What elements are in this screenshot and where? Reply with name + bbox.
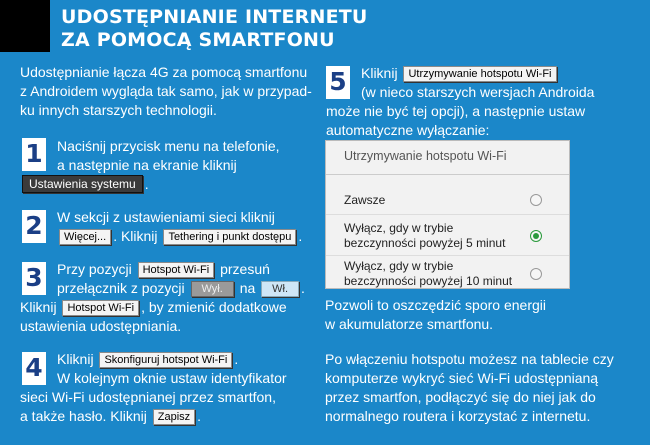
step-line: [20, 407, 276, 426]
step-4-number: 4: [22, 352, 46, 385]
step-line: automatyczne wyłączanie:: [326, 122, 490, 138]
step-4-text-bottom: [20, 388, 276, 426]
intro-line: Udostępnianie łącza 4G za pomocą smartfonu: [20, 64, 308, 80]
step-1-chip-line: [20, 175, 149, 194]
step-text: na: [239, 280, 256, 296]
intro-line: ku innych starszych technologii.: [20, 102, 217, 118]
article-title: [61, 6, 368, 52]
step-line: ustawienia udostępniania.: [20, 318, 182, 334]
after-phone-text: [325, 296, 546, 334]
more-chip: Więcej...: [59, 229, 111, 245]
step-3-text-bottom: [20, 298, 287, 336]
phone-dialog-title: Utrzymywanie hotspotu Wi-Fi: [344, 149, 507, 163]
divider: [326, 255, 569, 256]
intro-line: z Androidem wygląda tak samo, jak w przypad-: [20, 83, 312, 99]
option-label: Wyłącz, gdy w trybie: [344, 221, 454, 235]
text-line: przez smartfon, podłączyć się do niej jak do: [325, 389, 596, 405]
step-line: [57, 350, 287, 369]
step-1-text: [57, 137, 280, 175]
off-chip: Wył.: [191, 281, 234, 297]
option-always[interactable]: Zawsze: [344, 193, 386, 207]
final-text: [325, 350, 614, 426]
step-text: Kliknij: [20, 299, 57, 315]
step-4-text-top: [57, 350, 287, 388]
radio-10-min[interactable]: [530, 268, 542, 280]
punct: .: [197, 408, 202, 424]
save-chip: Zapisz: [153, 409, 195, 425]
radio-always[interactable]: [530, 194, 542, 206]
step-line: W kolejnym oknie ustaw identyfikator: [57, 370, 287, 386]
title-line-2: ZA POMOCĄ SMARTFONU: [61, 29, 335, 51]
step-line: [20, 298, 287, 317]
step-text: . Kliknij: [113, 228, 158, 244]
step-line: [57, 260, 305, 279]
text-line: komputerze wykryć sieć Wi-Fi udostępnianą: [325, 370, 599, 386]
divider: [326, 174, 569, 175]
text-line: w akumulatorze smartfonu.: [325, 316, 494, 332]
punct: .: [301, 280, 305, 296]
step-line: W sekcji z ustawieniami sieci kliknij: [57, 209, 275, 225]
corner-block: [0, 0, 50, 52]
punct: .: [298, 228, 303, 244]
step-line: sieci Wi-Fi udostępnianej przez smartfon,: [20, 389, 276, 405]
phone-screenshot: [325, 140, 570, 289]
step-3-number: 3: [22, 262, 46, 295]
step-text: Kliknij: [361, 65, 398, 81]
option-label: bezczynności powyżej 5 minut: [344, 236, 506, 250]
configure-hotspot-chip: Skonfiguruj hotspot Wi-Fi: [99, 352, 232, 368]
keep-hotspot-chip: Utrzymywanie hotspotu Wi-Fi: [403, 66, 556, 82]
radio-5-min[interactable]: [530, 230, 542, 242]
divider: [326, 214, 569, 215]
step-text: Przy pozycji: [57, 261, 132, 277]
on-chip: Wł.: [261, 281, 299, 297]
option-label: Wyłącz, gdy w trybie: [344, 259, 454, 273]
option-10-min[interactable]: [344, 259, 512, 289]
intro-text: [20, 63, 312, 120]
text-line: normalnego routera i korzystać z internetu.: [325, 408, 591, 424]
step-1-number: 1: [22, 138, 46, 171]
step-line: (w nieco starszych wersjach Androida: [361, 84, 595, 100]
step-5-number: 5: [326, 66, 350, 99]
system-settings-chip: Ustawienia systemu: [22, 175, 143, 193]
punct: .: [144, 176, 149, 192]
text-line: Pozwoli to oszczędzić sporo energii: [325, 297, 546, 313]
hotspot-chip: Hotspot Wi-Fi: [138, 262, 215, 278]
tethering-chip: Tethering i punkt dostępu: [163, 229, 296, 245]
step-5-text-top: [361, 64, 594, 102]
step-text: przełącznik z pozycji: [57, 280, 185, 296]
step-line: [57, 227, 302, 246]
step-text: , by zmienić dodatkowe: [141, 299, 287, 315]
step-line: [57, 279, 305, 298]
step-2-text: [57, 208, 302, 246]
step-line: [361, 64, 594, 83]
hotspot-chip-2: Hotspot Wi-Fi: [62, 300, 139, 316]
step-text: przesuń: [220, 261, 270, 277]
text-line: Po włączeniu hotspotu możesz na tablecie czy: [325, 351, 614, 367]
step-text: a także hasło. Kliknij: [20, 408, 147, 424]
step-text: Kliknij: [57, 351, 94, 367]
option-5-min[interactable]: [344, 221, 505, 251]
step-5-text-bottom: [326, 102, 585, 140]
step-line: Naciśnij przycisk menu na telefonie,: [57, 138, 280, 154]
step-2-number: 2: [22, 210, 46, 243]
title-line-1: UDOSTĘPNIANIE INTERNETU: [61, 6, 368, 28]
punct: .: [234, 351, 239, 367]
step-3-text-top: [57, 260, 305, 298]
step-line: może nie być tej opcji), a następnie ustaw: [326, 103, 586, 119]
step-line: a następnie na ekranie kliknij: [57, 157, 237, 173]
option-label: bezczynności powyżej 10 minut: [344, 274, 513, 288]
